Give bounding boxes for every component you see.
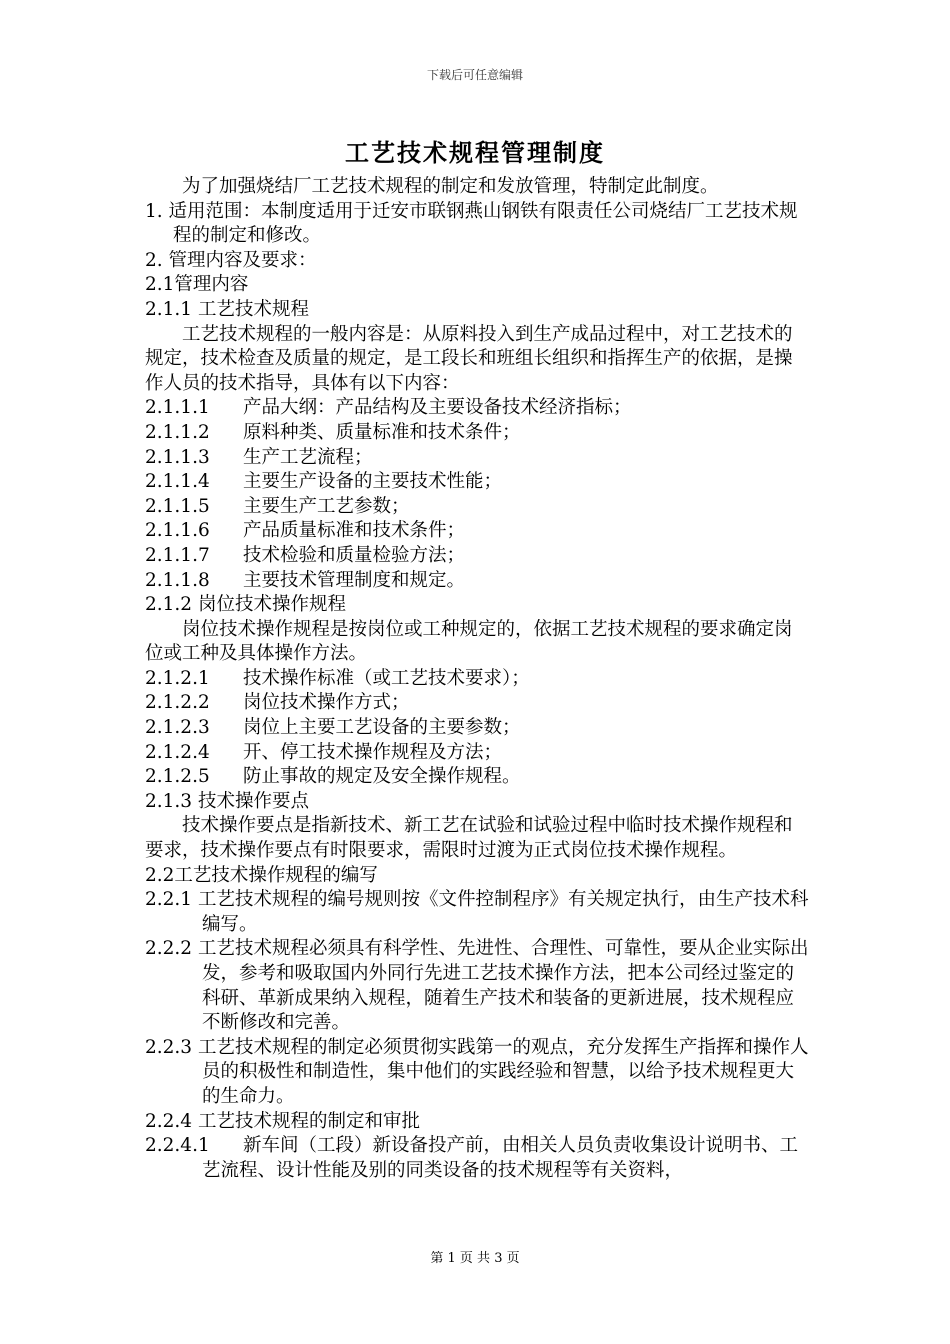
list-item: 2.1.2.3 岗位上主要工艺设备的主要参数； <box>145 717 521 739</box>
list-2-1-2 <box>145 667 810 790</box>
list-item: 2.1.2.1 技术操作标准（或工艺技术要求）； <box>145 667 530 689</box>
document-body <box>145 175 810 1183</box>
section-2-2-3: 2.2.3 工艺技术规程的制定必须贯彻实践第一的观点，充分发挥生产指挥和操作人员的积极性和制造性，集中他们的实践经验和智慧，以给予技术规程更大的生命力。 <box>145 1036 809 1107</box>
page-footer: 第 1 页 共 3 页 <box>430 1251 520 1266</box>
section-2-2-4-heading: 2.2.4 工艺技术规程的制定和审批 <box>145 1110 420 1132</box>
section-2-1-2-heading: 2.1.2 岗位技术操作规程 <box>145 594 346 616</box>
list-item: 2.1.2.4 开、停工技术操作规程及方法； <box>145 741 503 763</box>
section-2-1-3-body: 技术操作要点是指新技术、新工艺在试验和试验过程中临时技术操作规程和要求，技术操作要点有时限要求，需限时过渡为正式岗位技术操作规程。 <box>145 815 793 862</box>
section-2-2-4-1: 2.2.4.1 新车间（工段）新设备投产前，由相关人员负责收集设计说明书、工艺流程、设计性能及别的同类设备的技术规程等有关资料， <box>145 1135 799 1181</box>
section-2-1-2-body: 岗位技术操作规程是按岗位或工种规定的，依据工艺技术规程的要求确定岗位或工种及具体操作方法。 <box>145 618 793 665</box>
intro-paragraph: 为了加强烧结厂工艺技术规程的制定和发放管理，特制定此制度。 <box>182 176 719 197</box>
section-2-2-1: 2.2.1 工艺技术规程的编号规则按《文件控制程序》有关规定执行，由生产技术科编写。 <box>145 889 809 935</box>
list-item: 2.1.1.3 生产工艺流程； <box>145 446 373 468</box>
list-item: 2.1.2.2 岗位技术操作方式； <box>145 692 410 714</box>
list-item: 2.1.1.2 原料种类、质量标准和技术条件； <box>145 421 521 443</box>
page-header: 下载后可任意编辑 <box>426 68 523 82</box>
list-2-1-1 <box>145 396 810 593</box>
list-item: 2.1.1.5 主要生产工艺参数； <box>145 495 410 517</box>
list-item: 2.1.1.1 产品大纲：产品结构及主要设备技术经济指标； <box>145 397 632 419</box>
section-2-2-heading: 2.2工艺技术操作规程的编写 <box>145 864 378 886</box>
section-2: 2. 管理内容及要求： <box>145 249 317 271</box>
section-2-2-2: 2.2.2 工艺技术规程必须具有科学性、先进性、合理性、可靠性，要从企业实际出发，参考和吸取国内外同行先进工艺技术操作方法，把本公司经过鉴定的科研、革新成果纳入规程，随着生产技术和装备的更新进展，技术规程应不断修改和完善。 <box>145 938 809 1034</box>
list-item: 2.1.1.7 技术检验和质量检验方法； <box>145 544 466 566</box>
section-2-1-1-body: 工艺技术规程的一般内容是：从原料投入到生产成品过程中，对工艺技术的规定，技术检查及质量的规定，是工段长和班组长组织和指挥生产的依据，是操作人员的技术指导，具体有以下内容： <box>145 323 793 394</box>
list-item: 2.1.1.8 主要技术管理制度和规定。 <box>145 569 466 591</box>
section-2-1: 2.1管理内容 <box>145 274 249 296</box>
document-title: 工艺技术规程管理制度 <box>345 138 605 167</box>
section-2-1-3-heading: 2.1.3 技术操作要点 <box>145 790 309 812</box>
list-item: 2.1.2.5 防止事故的规定及安全操作规程。 <box>145 766 521 788</box>
list-item: 2.1.1.4 主要生产设备的主要技术性能； <box>145 471 503 493</box>
list-item: 2.1.1.6 产品质量标准和技术条件； <box>145 520 466 542</box>
section-1: 1. 适用范围：本制度适用于迁安市联钢燕山钢铁有限责任公司烧结厂工艺技术规程的制定和修改。 <box>145 200 798 247</box>
section-2-1-1-heading: 2.1.1 工艺技术规程 <box>145 298 309 320</box>
